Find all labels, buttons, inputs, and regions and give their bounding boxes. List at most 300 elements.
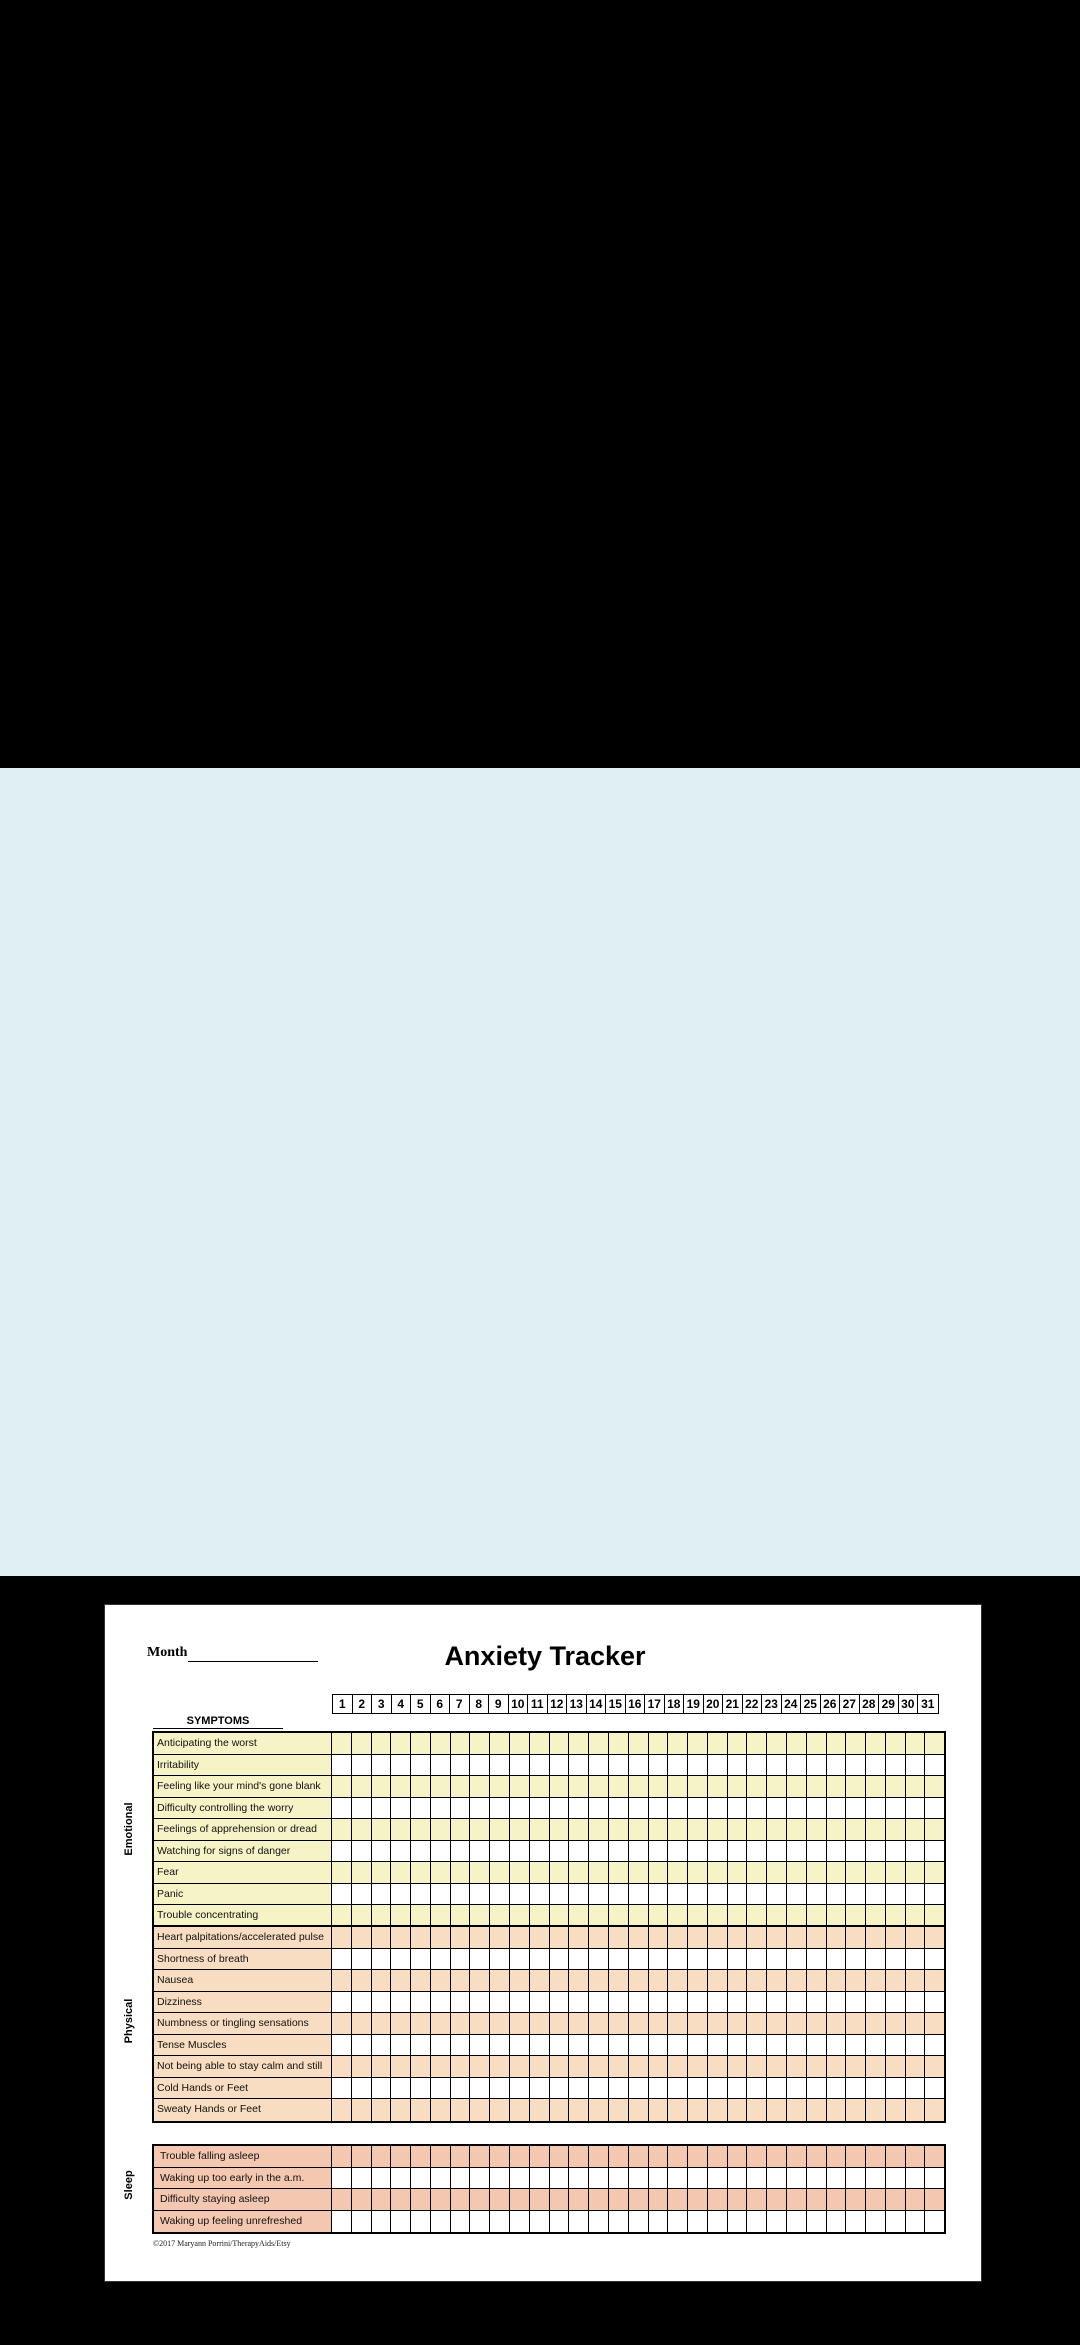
day-checkbox[interactable] [846,2146,866,2167]
day-checkbox[interactable] [807,1841,827,1862]
day-checkbox[interactable] [708,2013,728,2034]
day-checkbox[interactable] [708,2035,728,2056]
day-checkbox[interactable] [747,2146,767,2167]
day-checkbox[interactable] [372,2035,392,2056]
day-checkbox[interactable] [569,2099,589,2121]
day-checkbox[interactable] [569,1927,589,1948]
day-checkbox[interactable] [708,2056,728,2077]
day-checkbox[interactable] [668,2099,688,2121]
day-checkbox[interactable] [510,2168,530,2189]
day-checkbox[interactable] [629,1776,649,1797]
day-checkbox[interactable] [886,2013,906,2034]
day-checkbox[interactable] [451,2035,471,2056]
day-checkbox[interactable] [787,2013,807,2034]
day-checkbox[interactable] [550,1927,570,1948]
day-checkbox[interactable] [728,2168,748,2189]
day-checkbox[interactable] [886,1841,906,1862]
day-checkbox[interactable] [391,1905,411,1927]
day-checkbox[interactable] [411,2078,431,2099]
day-checkbox[interactable] [846,1949,866,1970]
day-checkbox[interactable] [589,1819,609,1840]
day-checkbox[interactable] [846,1776,866,1797]
day-checkbox[interactable] [767,2189,787,2210]
day-checkbox[interactable] [470,2211,490,2233]
day-checkbox[interactable] [925,1949,944,1970]
day-checkbox[interactable] [332,1884,352,1905]
day-checkbox[interactable] [431,2035,451,2056]
day-checkbox[interactable] [490,2099,510,2121]
day-checkbox[interactable] [688,2189,708,2210]
day-checkbox[interactable] [510,1819,530,1840]
day-checkbox[interactable] [649,2078,669,2099]
day-checkbox[interactable] [352,2189,372,2210]
day-checkbox[interactable] [629,1862,649,1883]
day-checkbox[interactable] [550,1776,570,1797]
day-checkbox[interactable] [925,1755,944,1776]
day-checkbox[interactable] [886,1798,906,1819]
day-checkbox[interactable] [589,1884,609,1905]
day-checkbox[interactable] [550,1992,570,2013]
day-checkbox[interactable] [668,2168,688,2189]
day-checkbox[interactable] [372,2013,392,2034]
day-checkbox[interactable] [490,2056,510,2077]
day-checkbox[interactable] [352,1755,372,1776]
day-checkbox[interactable] [708,1798,728,1819]
day-checkbox[interactable] [866,2056,886,2077]
day-checkbox[interactable] [629,2168,649,2189]
day-checkbox[interactable] [747,2189,767,2210]
day-checkbox[interactable] [372,2099,392,2121]
day-checkbox[interactable] [372,1949,392,1970]
day-checkbox[interactable] [411,1905,431,1927]
day-checkbox[interactable] [807,2146,827,2167]
day-checkbox[interactable] [352,2078,372,2099]
day-checkbox[interactable] [372,1927,392,1948]
day-checkbox[interactable] [846,1905,866,1927]
day-checkbox[interactable] [728,2146,748,2167]
day-checkbox[interactable] [352,2056,372,2077]
day-checkbox[interactable] [411,1798,431,1819]
day-checkbox[interactable] [767,1819,787,1840]
day-checkbox[interactable] [747,2035,767,2056]
day-checkbox[interactable] [827,1841,847,1862]
day-checkbox[interactable] [589,2168,609,2189]
day-checkbox[interactable] [747,1841,767,1862]
day-checkbox[interactable] [609,2035,629,2056]
day-checkbox[interactable] [332,1841,352,1862]
day-checkbox[interactable] [411,2013,431,2034]
day-checkbox[interactable] [846,1884,866,1905]
day-checkbox[interactable] [530,2056,550,2077]
day-checkbox[interactable] [530,2099,550,2121]
day-checkbox[interactable] [688,1798,708,1819]
day-checkbox[interactable] [431,1841,451,1862]
day-checkbox[interactable] [846,2013,866,2034]
day-checkbox[interactable] [827,2099,847,2121]
day-checkbox[interactable] [629,1970,649,1991]
day-checkbox[interactable] [411,1776,431,1797]
day-checkbox[interactable] [866,1905,886,1927]
day-checkbox[interactable] [846,2189,866,2210]
day-checkbox[interactable] [728,2013,748,2034]
day-checkbox[interactable] [510,2056,530,2077]
day-checkbox[interactable] [431,2211,451,2233]
day-checkbox[interactable] [431,1798,451,1819]
day-checkbox[interactable] [470,1970,490,1991]
day-checkbox[interactable] [332,2211,352,2233]
day-checkbox[interactable] [728,1841,748,1862]
day-checkbox[interactable] [589,1841,609,1862]
day-checkbox[interactable] [668,2078,688,2099]
day-checkbox[interactable] [827,1755,847,1776]
day-checkbox[interactable] [431,2078,451,2099]
day-checkbox[interactable] [668,1776,688,1797]
day-checkbox[interactable] [589,2056,609,2077]
day-checkbox[interactable] [569,2078,589,2099]
day-checkbox[interactable] [569,1776,589,1797]
day-checkbox[interactable] [787,2099,807,2121]
day-checkbox[interactable] [629,2189,649,2210]
day-checkbox[interactable] [925,1905,944,1927]
day-checkbox[interactable] [589,2078,609,2099]
day-checkbox[interactable] [827,2035,847,2056]
day-checkbox[interactable] [846,1798,866,1819]
day-checkbox[interactable] [767,2078,787,2099]
day-checkbox[interactable] [530,1776,550,1797]
day-checkbox[interactable] [787,2189,807,2210]
day-checkbox[interactable] [906,1776,926,1797]
day-checkbox[interactable] [925,1927,944,1948]
day-checkbox[interactable] [391,1970,411,1991]
day-checkbox[interactable] [767,1970,787,1991]
day-checkbox[interactable] [827,2013,847,2034]
day-checkbox[interactable] [589,2013,609,2034]
day-checkbox[interactable] [787,1862,807,1883]
day-checkbox[interactable] [550,1970,570,1991]
day-checkbox[interactable] [708,1841,728,1862]
day-checkbox[interactable] [332,2146,352,2167]
day-checkbox[interactable] [609,1819,629,1840]
day-checkbox[interactable] [609,2189,629,2210]
day-checkbox[interactable] [589,2189,609,2210]
day-checkbox[interactable] [411,1927,431,1948]
day-checkbox[interactable] [866,1776,886,1797]
day-checkbox[interactable] [550,2013,570,2034]
day-checkbox[interactable] [451,2146,471,2167]
day-checkbox[interactable] [352,2099,372,2121]
day-checkbox[interactable] [807,1776,827,1797]
day-checkbox[interactable] [688,1862,708,1883]
day-checkbox[interactable] [767,1862,787,1883]
day-checkbox[interactable] [391,1862,411,1883]
day-checkbox[interactable] [569,1884,589,1905]
day-checkbox[interactable] [352,2211,372,2233]
day-checkbox[interactable] [609,1755,629,1776]
day-checkbox[interactable] [906,1819,926,1840]
day-checkbox[interactable] [708,1819,728,1840]
day-checkbox[interactable] [807,1755,827,1776]
day-checkbox[interactable] [470,2056,490,2077]
day-checkbox[interactable] [866,1755,886,1776]
day-checkbox[interactable] [411,2099,431,2121]
day-checkbox[interactable] [807,1884,827,1905]
day-checkbox[interactable] [747,2168,767,2189]
day-checkbox[interactable] [866,2168,886,2189]
day-checkbox[interactable] [332,2013,352,2034]
day-checkbox[interactable] [470,2168,490,2189]
day-checkbox[interactable] [846,2056,866,2077]
day-checkbox[interactable] [649,2056,669,2077]
day-checkbox[interactable] [411,2056,431,2077]
day-checkbox[interactable] [470,1949,490,1970]
day-checkbox[interactable] [391,1819,411,1840]
day-checkbox[interactable] [668,2056,688,2077]
day-checkbox[interactable] [470,2078,490,2099]
day-checkbox[interactable] [787,1970,807,1991]
day-checkbox[interactable] [668,2146,688,2167]
day-checkbox[interactable] [807,2168,827,2189]
day-checkbox[interactable] [550,1905,570,1927]
day-checkbox[interactable] [649,1862,669,1883]
day-checkbox[interactable] [827,1949,847,1970]
day-checkbox[interactable] [708,2146,728,2167]
day-checkbox[interactable] [332,2168,352,2189]
day-checkbox[interactable] [688,2035,708,2056]
day-checkbox[interactable] [866,1884,886,1905]
day-checkbox[interactable] [688,2168,708,2189]
day-checkbox[interactable] [728,2035,748,2056]
day-checkbox[interactable] [846,1819,866,1840]
day-checkbox[interactable] [866,1862,886,1883]
day-checkbox[interactable] [807,2035,827,2056]
day-checkbox[interactable] [906,2146,926,2167]
day-checkbox[interactable] [846,1970,866,1991]
day-checkbox[interactable] [807,2078,827,2099]
day-checkbox[interactable] [629,2078,649,2099]
day-checkbox[interactable] [728,1949,748,1970]
day-checkbox[interactable] [352,2168,372,2189]
day-checkbox[interactable] [649,1905,669,1927]
day-checkbox[interactable] [906,1927,926,1948]
day-checkbox[interactable] [332,1798,352,1819]
day-checkbox[interactable] [846,1755,866,1776]
day-checkbox[interactable] [352,2035,372,2056]
day-checkbox[interactable] [787,1841,807,1862]
day-checkbox[interactable] [589,1970,609,1991]
day-checkbox[interactable] [391,1927,411,1948]
day-checkbox[interactable] [451,2056,471,2077]
day-checkbox[interactable] [332,2056,352,2077]
day-checkbox[interactable] [668,1992,688,2013]
day-checkbox[interactable] [550,1841,570,1862]
day-checkbox[interactable] [767,1755,787,1776]
day-checkbox[interactable] [747,1862,767,1883]
day-checkbox[interactable] [688,1992,708,2013]
day-checkbox[interactable] [550,2035,570,2056]
day-checkbox[interactable] [728,1755,748,1776]
day-checkbox[interactable] [490,1884,510,1905]
day-checkbox[interactable] [688,1884,708,1905]
day-checkbox[interactable] [332,2189,352,2210]
day-checkbox[interactable] [431,1992,451,2013]
day-checkbox[interactable] [451,2078,471,2099]
day-checkbox[interactable] [649,2013,669,2034]
day-checkbox[interactable] [827,1970,847,1991]
day-checkbox[interactable] [649,1733,669,1754]
day-checkbox[interactable] [668,1733,688,1754]
day-checkbox[interactable] [510,1927,530,1948]
day-checkbox[interactable] [431,1776,451,1797]
day-checkbox[interactable] [925,2189,944,2210]
day-checkbox[interactable] [411,2211,431,2233]
day-checkbox[interactable] [372,2168,392,2189]
day-checkbox[interactable] [787,1949,807,1970]
day-checkbox[interactable] [391,1798,411,1819]
day-checkbox[interactable] [451,2211,471,2233]
day-checkbox[interactable] [391,2189,411,2210]
day-checkbox[interactable] [470,1992,490,2013]
day-checkbox[interactable] [510,2099,530,2121]
day-checkbox[interactable] [925,1776,944,1797]
day-checkbox[interactable] [866,1733,886,1754]
day-checkbox[interactable] [747,1819,767,1840]
day-checkbox[interactable] [649,1841,669,1862]
day-checkbox[interactable] [550,2078,570,2099]
day-checkbox[interactable] [708,1927,728,1948]
day-checkbox[interactable] [589,1733,609,1754]
day-checkbox[interactable] [846,1733,866,1754]
day-checkbox[interactable] [708,1776,728,1797]
day-checkbox[interactable] [550,2189,570,2210]
day-checkbox[interactable] [767,1841,787,1862]
day-checkbox[interactable] [767,1905,787,1927]
day-checkbox[interactable] [728,1884,748,1905]
day-checkbox[interactable] [609,2056,629,2077]
day-checkbox[interactable] [649,1798,669,1819]
day-checkbox[interactable] [451,1819,471,1840]
day-checkbox[interactable] [411,1884,431,1905]
day-checkbox[interactable] [906,1755,926,1776]
day-checkbox[interactable] [352,2013,372,2034]
day-checkbox[interactable] [530,1970,550,1991]
day-checkbox[interactable] [589,2035,609,2056]
day-checkbox[interactable] [629,2211,649,2233]
day-checkbox[interactable] [550,1862,570,1883]
day-checkbox[interactable] [827,1798,847,1819]
day-checkbox[interactable] [470,1841,490,1862]
day-checkbox[interactable] [649,2035,669,2056]
day-checkbox[interactable] [332,1905,352,1927]
day-checkbox[interactable] [629,1884,649,1905]
day-checkbox[interactable] [609,2168,629,2189]
day-checkbox[interactable] [490,2146,510,2167]
day-checkbox[interactable] [866,1798,886,1819]
day-checkbox[interactable] [886,2211,906,2233]
day-checkbox[interactable] [649,1819,669,1840]
day-checkbox[interactable] [391,1841,411,1862]
day-checkbox[interactable] [510,1970,530,1991]
day-checkbox[interactable] [609,1841,629,1862]
day-checkbox[interactable] [352,1841,372,1862]
day-checkbox[interactable] [708,1733,728,1754]
day-checkbox[interactable] [470,1905,490,1927]
day-checkbox[interactable] [629,1755,649,1776]
day-checkbox[interactable] [470,1862,490,1883]
day-checkbox[interactable] [431,1949,451,1970]
day-checkbox[interactable] [886,2189,906,2210]
day-checkbox[interactable] [767,1949,787,1970]
day-checkbox[interactable] [827,1927,847,1948]
day-checkbox[interactable] [451,2013,471,2034]
day-checkbox[interactable] [866,2146,886,2167]
day-checkbox[interactable] [629,1819,649,1840]
day-checkbox[interactable] [649,2211,669,2233]
day-checkbox[interactable] [708,1884,728,1905]
day-checkbox[interactable] [866,2035,886,2056]
day-checkbox[interactable] [550,2211,570,2233]
day-checkbox[interactable] [886,1949,906,1970]
day-checkbox[interactable] [807,2189,827,2210]
day-checkbox[interactable] [886,1862,906,1883]
day-checkbox[interactable] [332,1949,352,1970]
day-checkbox[interactable] [787,1776,807,1797]
day-checkbox[interactable] [688,1819,708,1840]
day-checkbox[interactable] [391,1776,411,1797]
day-checkbox[interactable] [708,1992,728,2013]
day-checkbox[interactable] [589,1862,609,1883]
day-checkbox[interactable] [767,1798,787,1819]
day-checkbox[interactable] [629,1841,649,1862]
day-checkbox[interactable] [332,2035,352,2056]
day-checkbox[interactable] [589,2211,609,2233]
day-checkbox[interactable] [510,2035,530,2056]
day-checkbox[interactable] [787,1733,807,1754]
day-checkbox[interactable] [807,2211,827,2233]
day-checkbox[interactable] [550,1733,570,1754]
day-checkbox[interactable] [668,1927,688,1948]
day-checkbox[interactable] [668,2035,688,2056]
day-checkbox[interactable] [451,1905,471,1927]
day-checkbox[interactable] [846,2211,866,2233]
day-checkbox[interactable] [451,1862,471,1883]
day-checkbox[interactable] [668,1905,688,1927]
day-checkbox[interactable] [668,1949,688,1970]
day-checkbox[interactable] [925,2078,944,2099]
day-checkbox[interactable] [372,1970,392,1991]
day-checkbox[interactable] [668,1755,688,1776]
day-checkbox[interactable] [470,1798,490,1819]
day-checkbox[interactable] [767,1884,787,1905]
day-checkbox[interactable] [827,2146,847,2167]
day-checkbox[interactable] [490,1862,510,1883]
day-checkbox[interactable] [728,2078,748,2099]
day-checkbox[interactable] [372,1798,392,1819]
day-checkbox[interactable] [728,1970,748,1991]
day-checkbox[interactable] [807,1949,827,1970]
day-checkbox[interactable] [490,1798,510,1819]
day-checkbox[interactable] [451,2189,471,2210]
day-checkbox[interactable] [391,1884,411,1905]
day-checkbox[interactable] [708,1970,728,1991]
day-checkbox[interactable] [886,2168,906,2189]
day-checkbox[interactable] [708,1755,728,1776]
day-checkbox[interactable] [925,2146,944,2167]
day-checkbox[interactable] [629,2056,649,2077]
day-checkbox[interactable] [688,1841,708,1862]
day-checkbox[interactable] [787,1819,807,1840]
day-checkbox[interactable] [510,1776,530,1797]
day-checkbox[interactable] [530,1949,550,1970]
